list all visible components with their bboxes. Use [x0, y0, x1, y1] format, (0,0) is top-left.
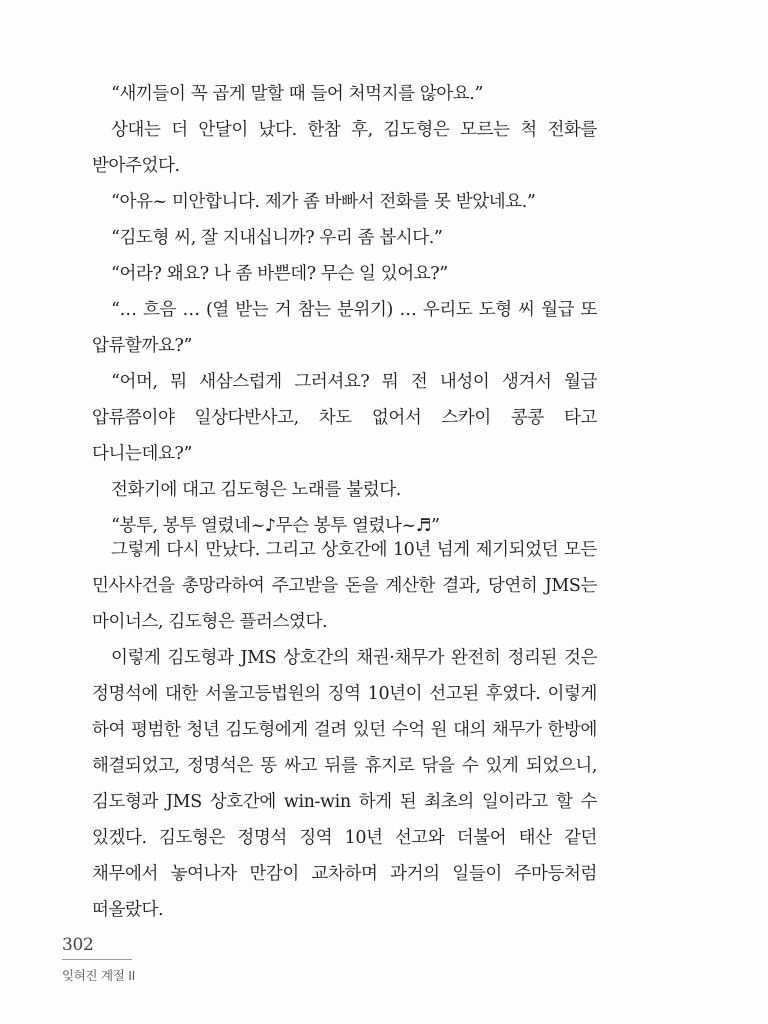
- text-section-1: [92, 76, 597, 544]
- paragraph: “어라? 왜요? 나 좀 바쁜데? 무슨 일 있어요?”: [111, 264, 448, 284]
- paragraph: 이렇게 김도형과 JMS 상호간의 채권·채무가 완전히 정리된 것은 정명석에 대한 서울고등법원의 징역 10년이 선고된 후였다. 이렇게 하여 평범한 청년 김도형에게 걸려 있던 수억 원 대의 채무가 한방에 해결되었고, 정명석은 똥 싸고 뒤를 휴지로 닦을 수 있게 되었으니, 김도형과 JMS 상호간에 win-win 하게 된 최초의 일이라고 할 수 있겠다. 김도형은 정명석 징역 10년 선고와 더불어 태산 같던 채무에서 놓여나자 만감이 교차하며 과거의 일들이 주마등처럼 떠올랐다.: [92, 648, 597, 920]
- paragraph: “아유~ 미안합니다. 제가 좀 바빠서 전화를 못 받았네요.”: [111, 192, 536, 212]
- page-footer: [62, 935, 135, 984]
- paragraph: 상대는 더 안달이 났다. 한참 후, 김도형은 모르는 척 전화를 받아주었다.: [92, 120, 597, 176]
- running-title: 잊혀진 계절 II: [62, 968, 135, 983]
- paragraph: “어머, 뭐 새삼스럽게 그러셔요? 뭐 전 내성이 생겨서 월급 압류쯤이야 일상다반사고, 차도 없어서 스카이 콩콩 타고 다니는데요?”: [92, 372, 597, 464]
- paragraph: “… 흐음 … (열 받는 거 참는 분위기) … 우리도 도형 씨 월급 또 압류할까요?”: [92, 300, 597, 356]
- paragraph: 전화기에 대고 김도형은 노래를 불렀다.: [111, 480, 401, 500]
- paragraph: “봉투, 봉투 열렸네~♪무슨 봉투 열렸나~♬”: [111, 516, 440, 536]
- paragraph: 그렇게 다시 만났다. 그리고 상호간에 10년 넘게 제기되었던 모든 민사사건을 총망라하여 주고받을 돈을 계산한 결과, 당연히 JMS는 마이너스, 김도형은 플러스였다.: [92, 540, 597, 632]
- page-number: 302: [62, 935, 94, 955]
- footer-divider: [62, 959, 132, 960]
- paragraph: “새끼들이 꼭 곱게 말할 때 들어 처먹지를 않아요.”: [111, 84, 483, 104]
- paragraph: “김도형 씨, 잘 지내십니까? 우리 좀 봅시다.”: [111, 228, 443, 248]
- text-section-2: [92, 532, 597, 928]
